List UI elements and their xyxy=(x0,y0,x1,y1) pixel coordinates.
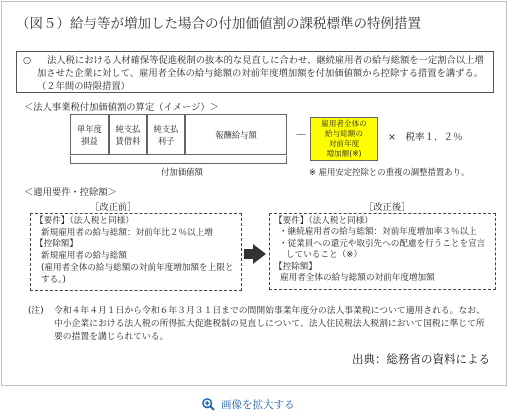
calc-box-remuneration: 報酬給与額 xyxy=(185,114,287,155)
before-deduction-text: 新規雇用者の給与総額 xyxy=(41,251,127,262)
before-revision-label: ［改正前］ xyxy=(90,202,137,213)
after-revision-box xyxy=(269,213,496,290)
before-requirement-text: 新規雇用者の給与総額：対前年比２％以上増 xyxy=(41,227,213,238)
before-revision-box xyxy=(30,213,242,291)
minus-sign: － xyxy=(295,128,308,142)
value-added-brace xyxy=(70,156,287,164)
arrow-right-icon xyxy=(253,244,266,264)
intro-text: 法人税における人材確保等促進税制の抜本的な見直しに合わせ、継続雇用者の給与総額を一定割合以上増加させた企業に対して、雇用者全体の給与総額の対前年度増加額を付加価値額から控除する措置を講ずる。（２年間の時限措置） xyxy=(37,55,484,92)
before-deduction-heading: 【控除額】 xyxy=(35,239,78,250)
enlarge-image-label[interactable]: 画像を拡大する xyxy=(221,399,295,411)
after-deduction-heading: 【控除額】 xyxy=(274,261,317,272)
calc-box-net-interest: 純支払 利子 xyxy=(147,114,185,155)
requirements-section-label: ＜適用要件・控除額＞ xyxy=(24,187,117,198)
enlarge-image-link[interactable] xyxy=(202,397,295,412)
after-revision-label: ［改正後］ xyxy=(364,202,411,213)
footnote-marker: (注) xyxy=(28,306,44,316)
intro-bullet: ○ xyxy=(23,55,32,66)
after-requirement-heading: 【要件】（法人税と同様） xyxy=(274,216,373,226)
tax-rate-text: × 税率１．２％ xyxy=(388,132,463,143)
zoom-in-icon[interactable] xyxy=(202,398,215,411)
figure-frame xyxy=(1,1,507,386)
footnote xyxy=(28,305,492,344)
intro-box xyxy=(16,51,494,93)
before-requirement-heading: 【要件】（法人税と同様） xyxy=(35,216,134,226)
before-deduction-limit: (雇用者全体の給与総額の対前年度増加額を上限とする。) xyxy=(41,262,234,285)
after-requirement-text-2: ・従業員への還元や取引先への配慮を行うことを宣言していること（※） xyxy=(279,238,486,261)
source-credit: 出典：総務省の資料による xyxy=(352,352,490,366)
after-requirement-text-1: ・継続雇用者の給与総額：対前年度増加率３％以上 xyxy=(279,227,477,238)
footnote-text: 令和４年４月１日から令和６年３月３１日までの間開始事業年度分の法人事業税について適用される。なお、中小企業における法人税の所得拡大促進税制の見直しについて、法人住民税法人税割において国税に準じて所要の措置を講じられている。 xyxy=(54,306,485,342)
calc-box-net-rent: 純支払 賃借料 xyxy=(109,114,147,155)
value-added-label: 付加価値額 xyxy=(161,167,203,177)
highlight-box-wage-increase: 雇用者全体の 給与総額の 対前年度 増加額(※) xyxy=(310,117,378,161)
adjustment-note: ※ 雇用安定控除との重複の調整措置あり。 xyxy=(309,167,470,177)
arrow-shaft xyxy=(244,249,253,259)
after-deduction-text: 雇用者全体の給与総額の対前年度増加額 xyxy=(280,273,435,284)
calc-box-annual-profit: 単年度 損益 xyxy=(70,114,109,155)
figure-title: （図５）給与等が増加した場合の付加価値割の課税標準の特例措置 xyxy=(16,16,421,32)
calc-section-label: ＜法人事業税付加価値割の算定（イメージ）＞ xyxy=(24,102,219,113)
